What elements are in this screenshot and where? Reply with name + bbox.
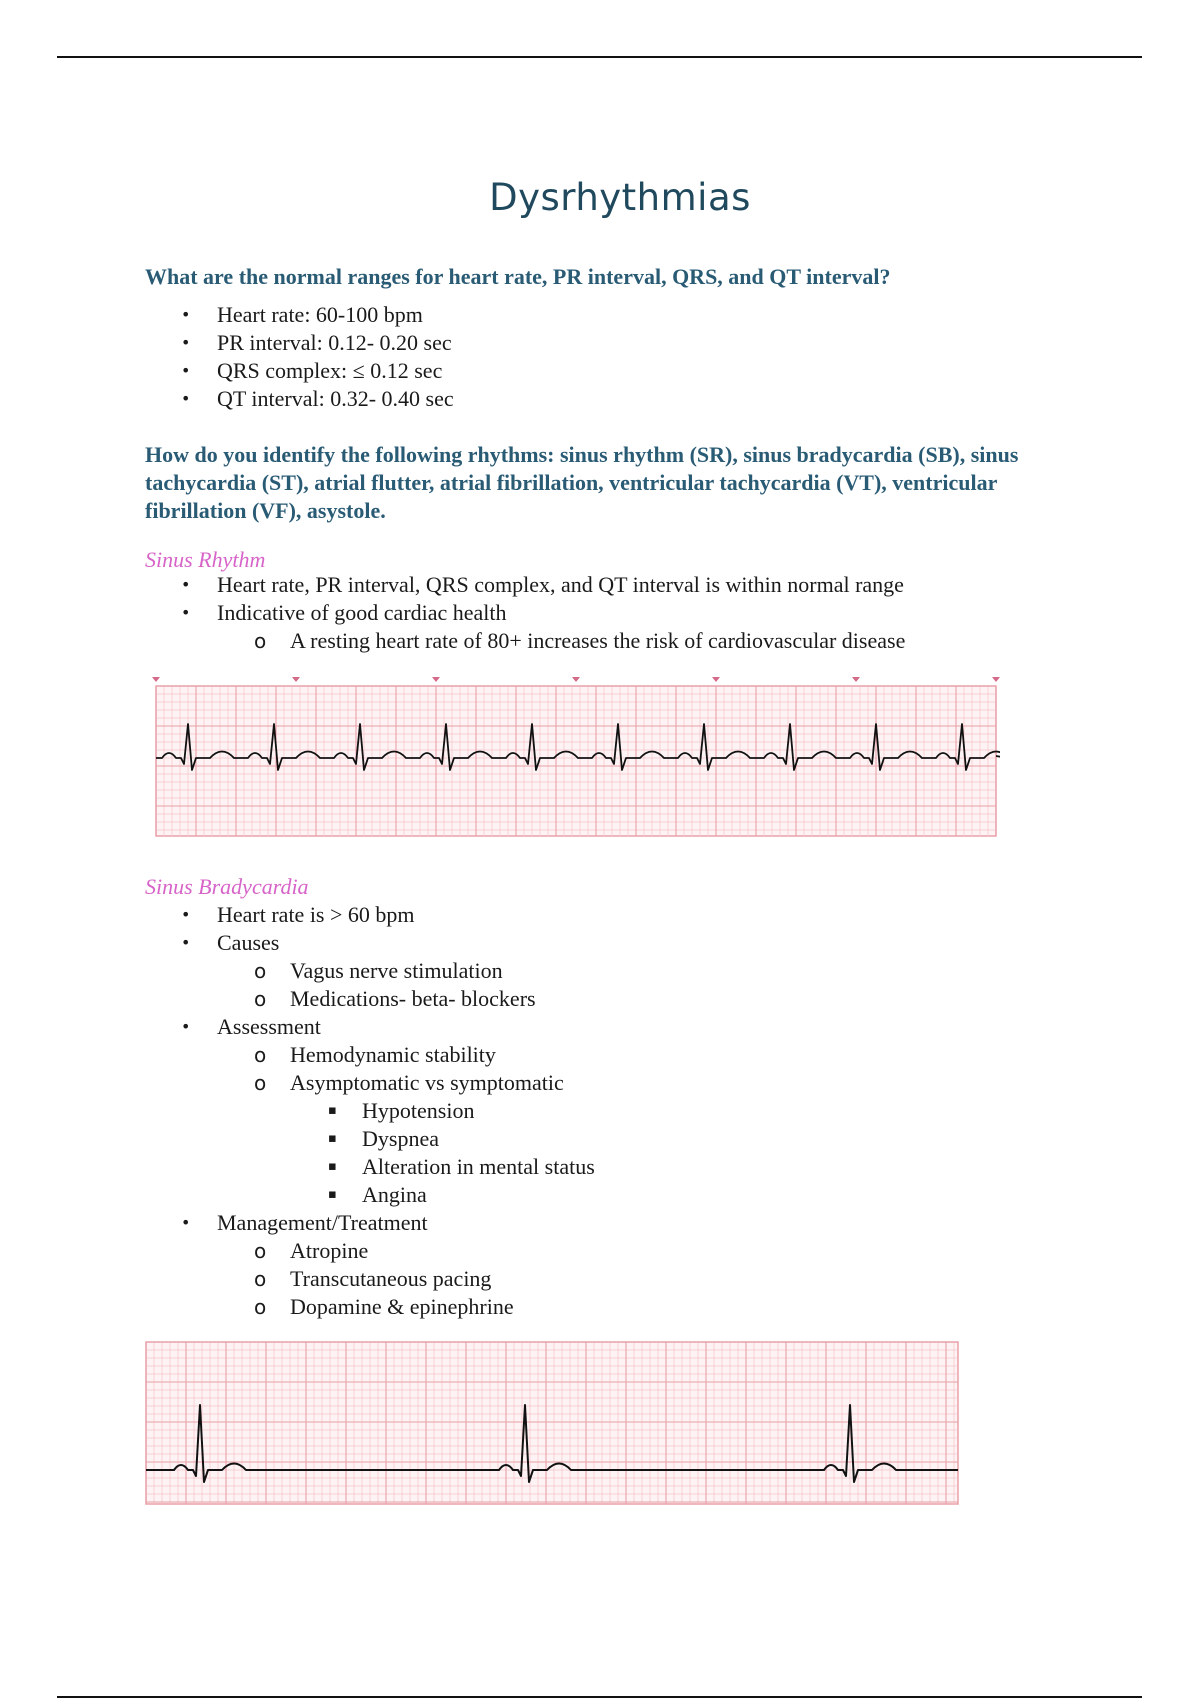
ecg-time-marker [432, 677, 440, 682]
list-item-text: Dyspnea [362, 1126, 439, 1151]
list-item-text: Management/Treatment [217, 1210, 428, 1235]
sinus-rhythm-ecg-strip [152, 676, 1000, 842]
sinus-bradycardia-ecg-strip [144, 1340, 962, 1506]
list-item [145, 571, 905, 599]
list-item-text: Transcutaneous pacing [290, 1266, 492, 1291]
square-bullet-icon: ▪ [328, 1103, 337, 1118]
circle-bullet-icon: o [254, 629, 267, 653]
sinus-bradycardia-heading: Sinus Bradycardia [145, 874, 309, 899]
circle-bullet-icon: o [254, 959, 267, 983]
bullet-icon: • [181, 603, 191, 622]
list-item [145, 1153, 595, 1181]
circle-bullet-icon: o [254, 1071, 267, 1095]
list-item-text: QRS complex: ≤ 0.12 sec [217, 358, 443, 383]
list-item-text: Assessment [217, 1014, 321, 1039]
list-item-text: Indicative of good cardiac health [217, 600, 507, 625]
list-item [145, 1265, 595, 1293]
normal-ranges-list [145, 301, 454, 413]
list-item-text: Asymptomatic vs symptomatic [290, 1070, 564, 1095]
list-item [145, 1097, 595, 1125]
square-bullet-icon: ▪ [328, 1187, 337, 1202]
list-item [145, 599, 905, 627]
circle-bullet-icon: o [254, 1239, 267, 1263]
list-item-text: Causes [217, 930, 280, 955]
list-item-text: Hemodynamic stability [290, 1042, 496, 1067]
list-item [145, 1237, 595, 1265]
circle-bullet-icon: o [254, 1267, 267, 1291]
list-item-text: PR interval: 0.12- 0.20 sec [217, 330, 452, 355]
list-item [145, 929, 595, 957]
list-item-text: Heart rate: 60-100 bpm [217, 302, 423, 327]
list-item-text: Hypotension [362, 1098, 475, 1123]
ecg-time-marker [992, 677, 1000, 682]
bullet-icon: • [181, 933, 191, 952]
bullet-icon: • [181, 1017, 191, 1036]
list-item [145, 1293, 595, 1321]
list-item [145, 1041, 595, 1069]
list-item [145, 901, 595, 929]
list-item-text: QT interval: 0.32- 0.40 sec [217, 386, 454, 411]
bullet-icon: • [181, 1213, 191, 1232]
list-item-text: Heart rate is > 60 bpm [217, 902, 415, 927]
question-normal-ranges: What are the normal ranges for heart rate, PR interval, QRS, and QT interval? [145, 264, 891, 289]
bullet-icon: • [181, 333, 191, 352]
list-item [145, 1125, 595, 1153]
question-identify-rhythms: How do you identify the following rhythms: sinus rhythm (SR), sinus bradycardia (SB), sinus tachycardia (ST), atrial flutter, atrial fibrillation, ventricular tachycardia (VT), ventricular fibrillation (VF), asystole. [145, 442, 1019, 523]
list-item-text: Atropine [290, 1238, 369, 1263]
bullet-icon: • [181, 905, 191, 924]
circle-bullet-icon: o [254, 987, 267, 1011]
list-item [145, 1181, 595, 1209]
ecg-time-marker [572, 677, 580, 682]
list-item [145, 385, 454, 413]
list-item-text: Medications- beta- blockers [290, 986, 536, 1011]
ecg-time-marker [852, 677, 860, 682]
list-item-text: Dopamine & epinephrine [290, 1294, 514, 1319]
square-bullet-icon: ▪ [328, 1159, 337, 1174]
list-item [145, 301, 454, 329]
list-item [145, 985, 595, 1013]
page-bottom-rule [57, 1696, 1142, 1698]
sinus-rhythm-list [145, 571, 905, 655]
circle-bullet-icon: o [254, 1043, 267, 1067]
bullet-icon: • [181, 575, 191, 594]
list-item-text: Vagus nerve stimulation [290, 958, 503, 983]
list-item-text: Angina [362, 1182, 427, 1207]
ecg-time-marker [292, 677, 300, 682]
list-item-text: Heart rate, PR interval, QRS complex, and QT interval is within normal range [217, 572, 904, 597]
list-item [145, 329, 454, 357]
bullet-icon: • [181, 305, 191, 324]
bullet-icon: • [181, 389, 191, 408]
ecg-grid [146, 1342, 958, 1504]
page-top-rule [57, 56, 1142, 58]
list-item [145, 957, 595, 985]
bullet-icon: • [181, 361, 191, 380]
ecg-time-marker [712, 677, 720, 682]
list-item [145, 357, 454, 385]
list-item-text: Alteration in mental status [362, 1154, 595, 1179]
ecg-time-marker [152, 677, 160, 682]
list-item [145, 1013, 595, 1041]
list-item [145, 1069, 595, 1097]
sinus-rhythm-heading: Sinus Rhythm [145, 547, 266, 572]
list-item-text: A resting heart rate of 80+ increases the risk of cardiovascular disease [290, 628, 906, 653]
circle-bullet-icon: o [254, 1295, 267, 1319]
list-item [145, 1209, 595, 1237]
sinus-bradycardia-list [145, 901, 595, 1321]
square-bullet-icon: ▪ [328, 1131, 337, 1146]
list-item [145, 627, 905, 655]
page-title: Dysrhythmias [489, 176, 751, 219]
